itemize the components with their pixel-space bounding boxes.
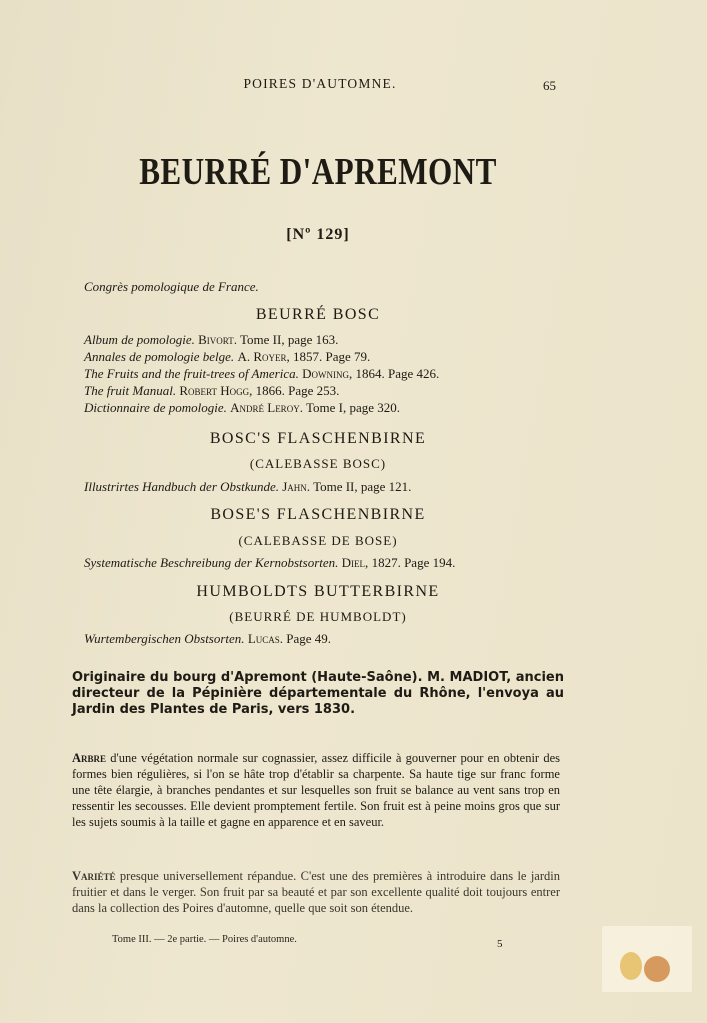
reference-line: The Fruits and the fruit-trees of America. Downing, 1864. Page 426. — [84, 366, 440, 381]
synonym-heading: BOSC'S FLASCHENBIRNE — [209, 430, 427, 447]
tree-paragraph: Arbre d'une végétation normale sur cognassier, assez difficile à gouverner pour en obtenir des formes bien régulières, si l'on se hâte trop d'établir sa charpente. Sa haute tige sur franc forme une tête élargie, à branches pendantes et sur lesquelles son fruit se balance au vent sans trop en ressentir les secousses. Elle devient promptement fertile. Son fruit est à peine moins gros que sur les sujets soumis à la taille et gagne en apparence et en saveur. — [72, 751, 560, 829]
reference-line: Album de pomologie. Bivort. Tome II, page 163. — [84, 332, 339, 347]
page-number: 65 — [543, 78, 556, 93]
reference-line: Annales de pomologie belge. A. Royer, 1857. Page 79. — [84, 349, 371, 364]
pear-icon — [620, 952, 642, 980]
origin-paragraph: Originaire du bourg d'Apremont (Haute-Saône). M. MADIOT, ancien directeur de la Pépinière départementale du Rhône, l'envoya au Jardin des Plantes de Paris, vers 1830. — [72, 670, 564, 717]
reference-line: The fruit Manual. Robert Hogg, 1866. Page 253. — [84, 383, 340, 398]
synonym-heading: BEURRÉ BOSC — [255, 306, 381, 323]
page-title: BEURRÉ D'APREMONT — [139, 151, 497, 193]
paragraph-lead: Variété — [72, 869, 116, 883]
source-text: Congrès pomologique de France. — [84, 279, 259, 294]
signature-mark: 5 — [497, 938, 503, 950]
reference-line: Illustrirtes Handbuch der Obstkunde. Jahn. Tome II, page 121. — [84, 479, 412, 494]
synonym-subheading: (BEURRÉ DE HUMBOLDT) — [229, 609, 407, 624]
variety-paragraph: Variété presque universellement répandue. C'est une des premières à introduire dans le jardin fruitier et dans le verger. Son fruit par sa beauté et par son excellente qualité doit toujours entrer dans la collection des Poires d'automne, quelle que soit son étendue. — [72, 869, 560, 915]
variety-number: [Nº 129] — [286, 226, 350, 243]
apple-icon — [644, 956, 670, 982]
watermark-emblem — [602, 926, 692, 992]
running-title: POIRES D'AUTOMNE. — [243, 76, 397, 91]
synonym-heading: BOSE'S FLASCHENBIRNE — [210, 506, 426, 523]
reference-line: Systematische Beschreibung der Kernobstsorten. Diel, 1827. Page 194. — [84, 555, 456, 570]
reference-line: Dictionnaire de pomologie. André Leroy. Tome I, page 320. — [84, 400, 400, 415]
synonym-heading: HUMBOLDTS BUTTERBIRNE — [196, 583, 440, 600]
synonym-subheading: (CALEBASSE DE BOSE) — [238, 533, 398, 548]
page-footer: Tome III. — 2e partie. — Poires d'automne. — [112, 934, 297, 945]
paragraph-lead: Arbre — [72, 751, 107, 765]
synonym-source — [84, 278, 564, 295]
synonym-subheading: (CALEBASSE BOSC) — [249, 456, 387, 471]
reference-line: Wurtembergischen Obstsorten. Lucas. Page 49. — [84, 631, 332, 646]
